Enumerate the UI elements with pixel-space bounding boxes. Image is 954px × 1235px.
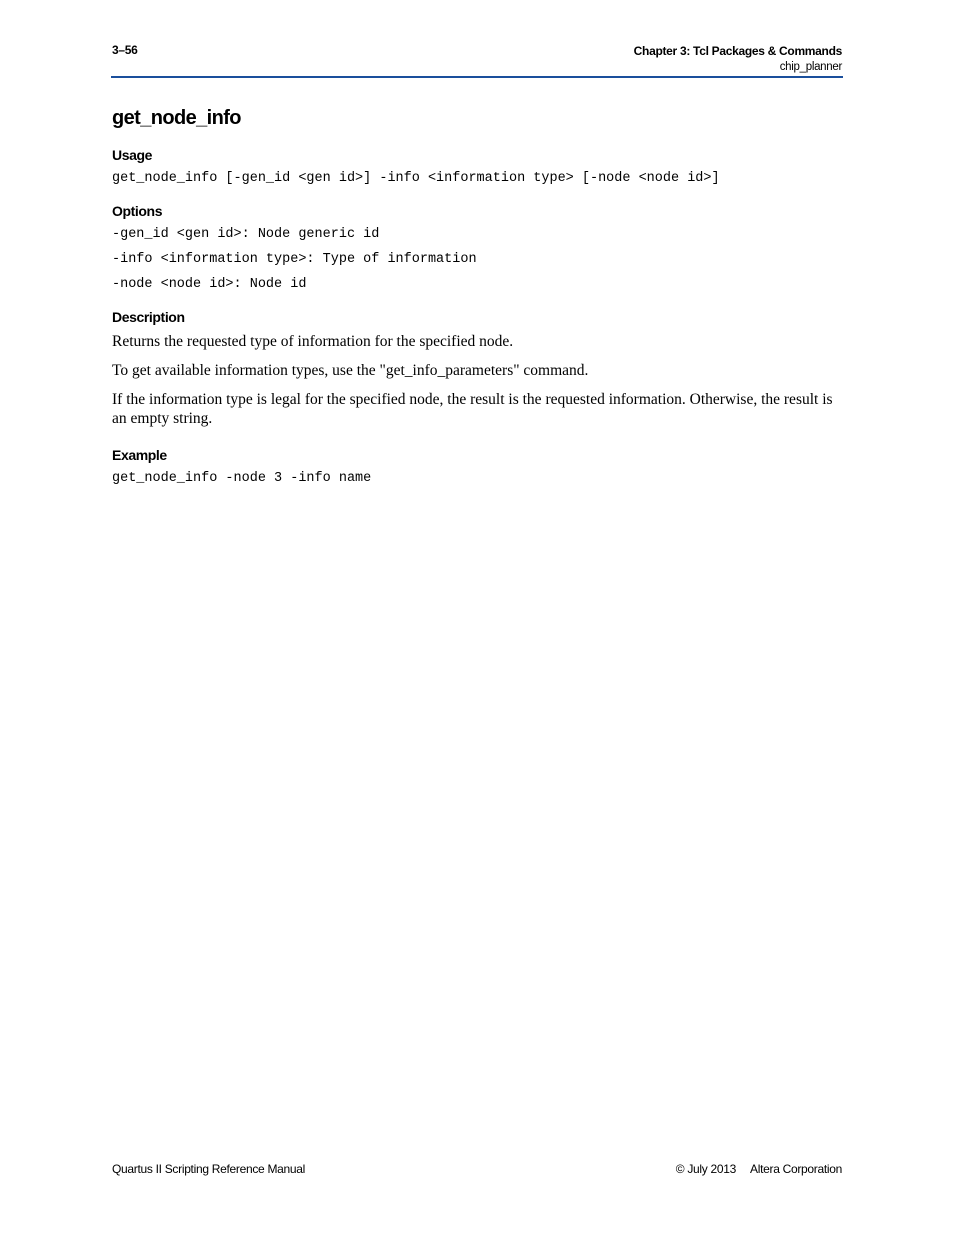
page-number: 3–56: [112, 43, 138, 57]
option-gen-id: -gen_id <gen id>: Node generic id: [112, 227, 380, 242]
description-paragraph: Returns the requested type of information for the specified node.: [112, 333, 514, 350]
description-paragraph: To get available information types, use the "get_info_parameters" command.: [112, 362, 589, 379]
option-node: -node <node id>: Node id: [112, 277, 307, 292]
description-heading: Description: [112, 309, 185, 325]
option-info: -info <information type>: Type of information: [112, 252, 477, 267]
usage-code: get_node_info [-gen_id <gen id>] -info <information type> [-node <node id>]: [112, 171, 720, 186]
options-heading: Options: [112, 203, 163, 219]
command-title: get_node_info: [112, 107, 241, 129]
footer-company: Altera Corporation: [750, 1162, 842, 1176]
usage-heading: Usage: [112, 147, 153, 163]
footer-copyright: [676, 1162, 842, 1176]
section-name: chip_planner: [779, 61, 842, 73]
example-heading: Example: [112, 447, 167, 463]
footer-manual-title: Quartus II Scripting Reference Manual: [112, 1162, 306, 1176]
footer-date: © July 2013: [675, 1162, 737, 1176]
header-rule: [111, 76, 843, 78]
page-body: [112, 104, 842, 495]
description-paragraph: If the information type is legal for the specified node, the result is the requested information. Otherwise, the result is an empty string.: [112, 391, 833, 427]
example-code: get_node_info -node 3 -info name: [112, 471, 372, 486]
running-header: [634, 43, 842, 75]
chapter-title: Chapter 3: Tcl Packages & Commands: [633, 44, 842, 58]
